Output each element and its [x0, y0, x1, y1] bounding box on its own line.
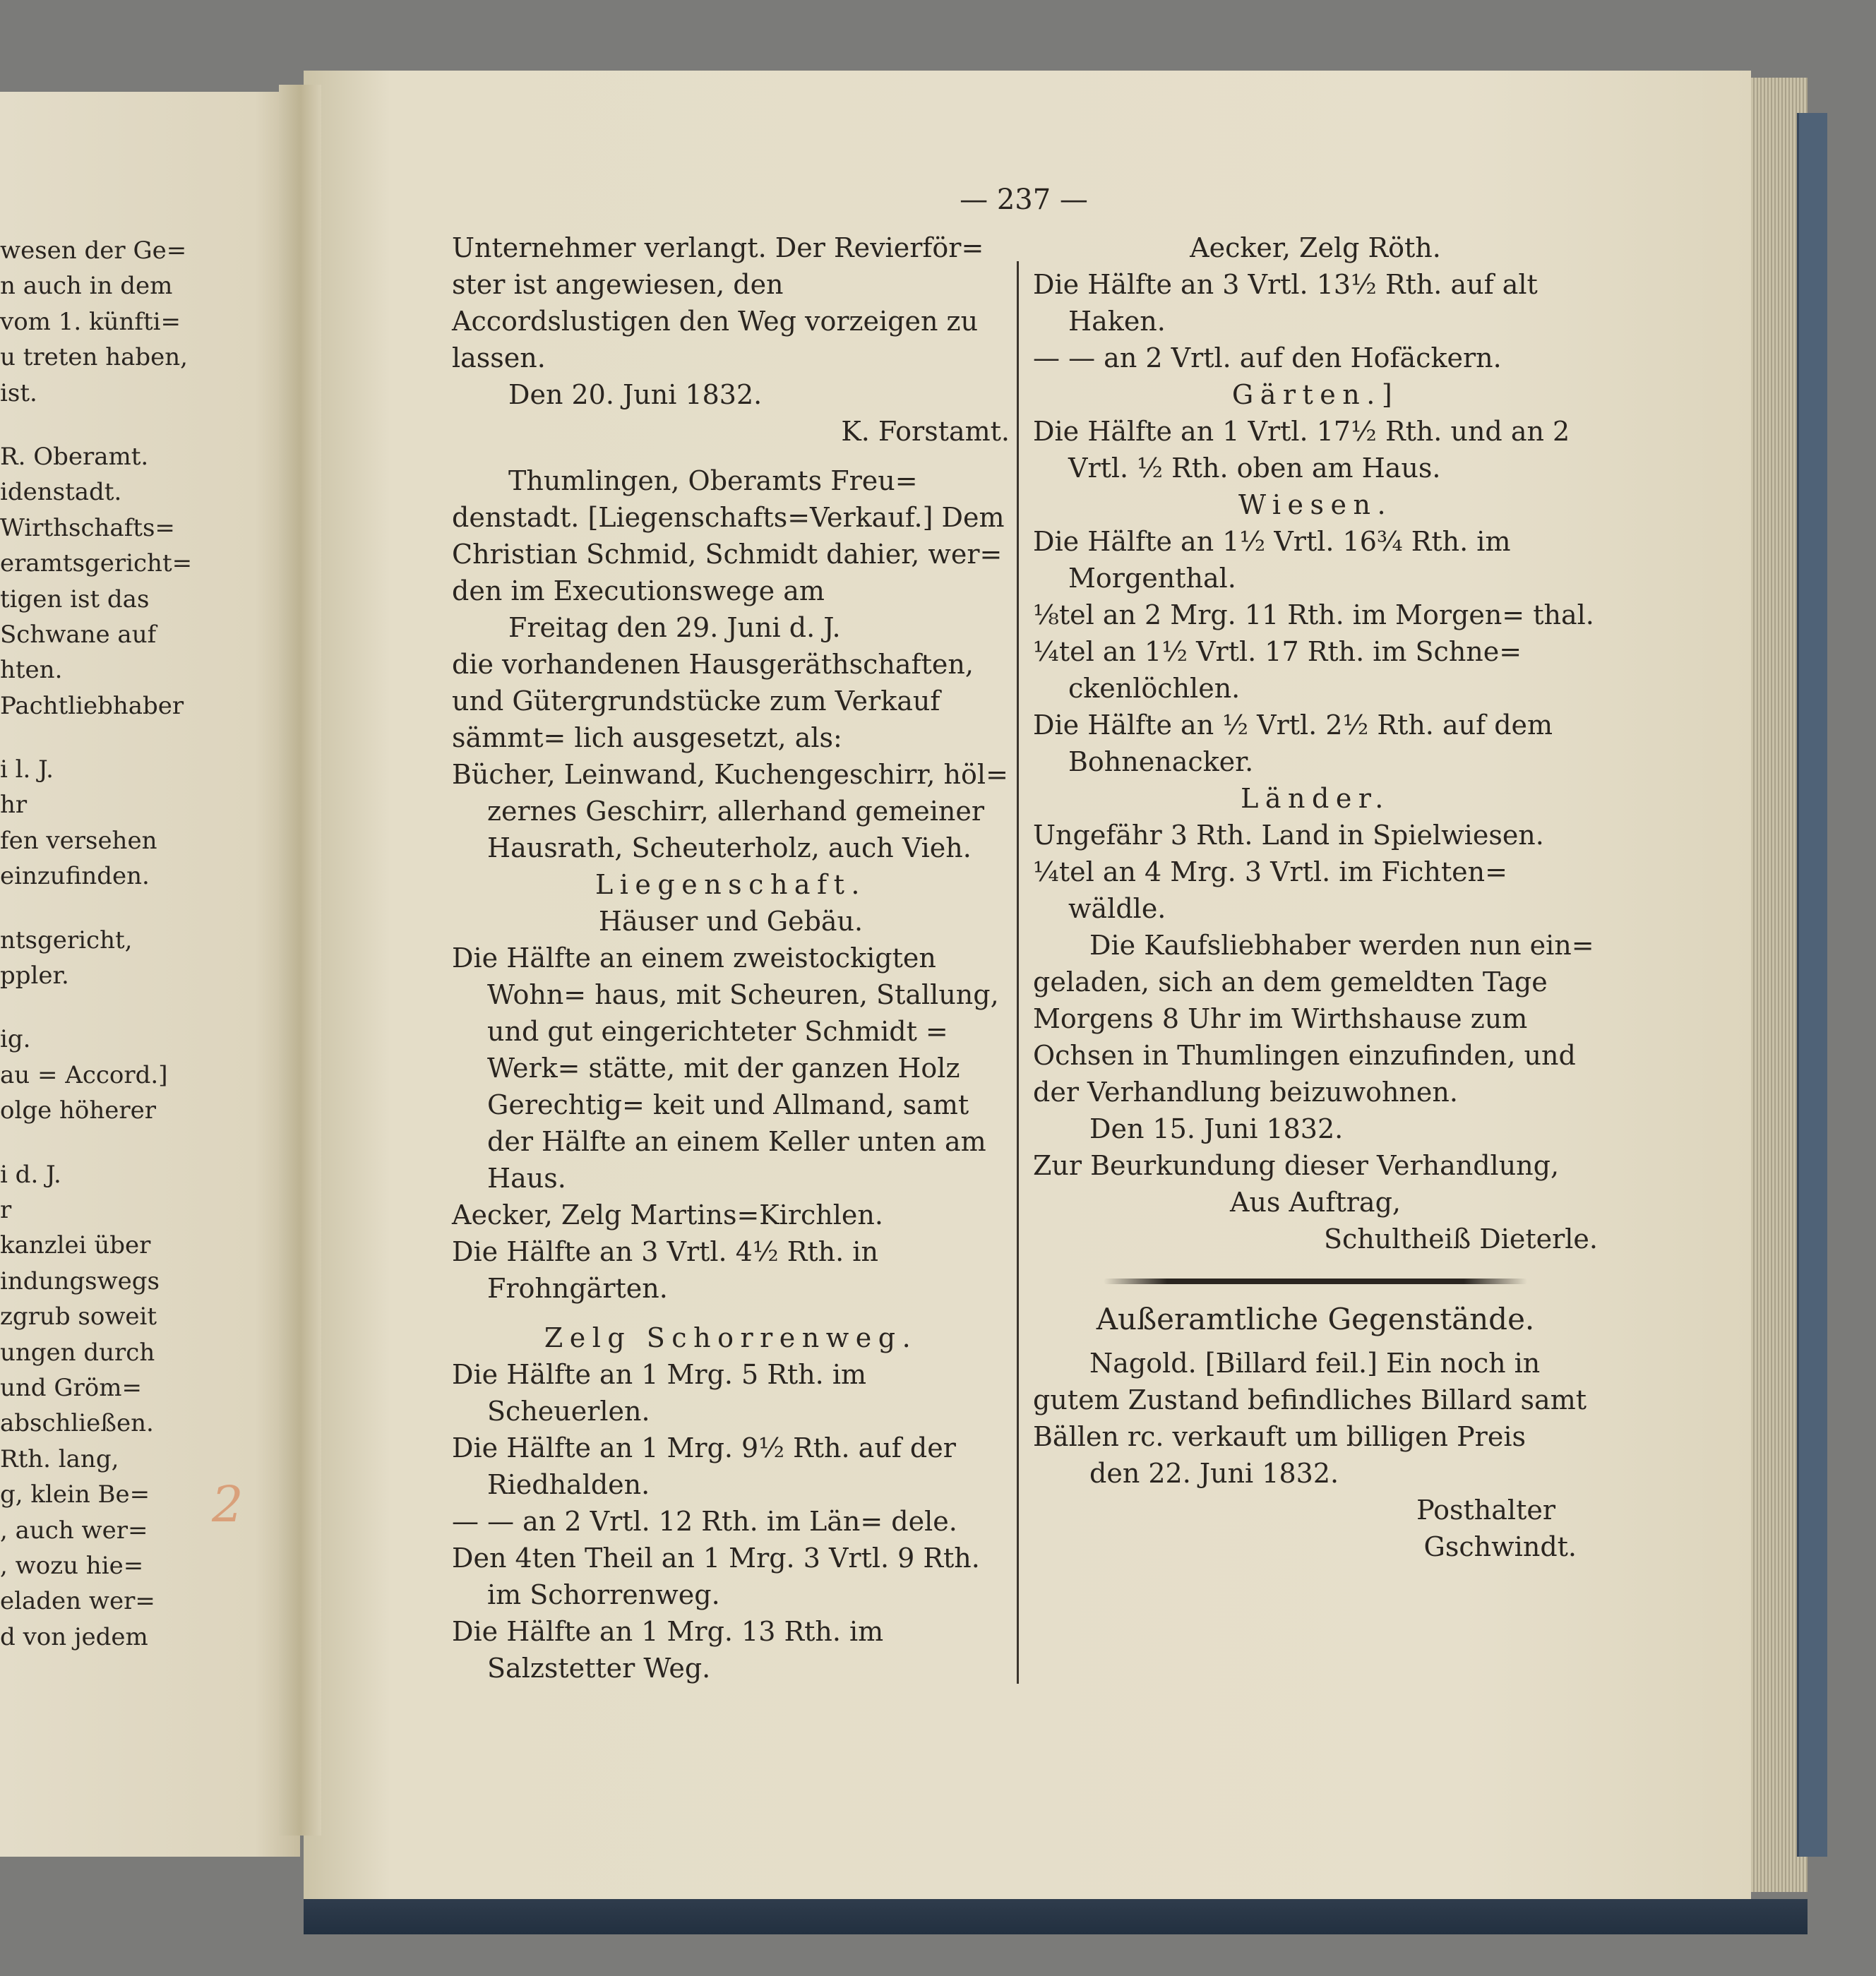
left-page-line: i l. J. [0, 755, 54, 784]
left-page-line: vom 1. künfti= [0, 307, 181, 336]
left-page-line: g, klein Be= [0, 1480, 150, 1509]
invitation-paragraph: Die Kaufsliebhaber werden nun ein= geladen, sich an dem gemeldten Tage Morgens 8 Uhr im Wirthshause zum Ochsen in Thumlingen einzufinden, und der Verhandlung beizuwohnen. [1033, 930, 1594, 1108]
page-number: — 237 — [960, 184, 1088, 216]
field-entry: Die Hälfte an 1 Mrg. 5 Rth. im Scheuerlen. [452, 1359, 867, 1427]
thumlingen-notice: Thumlingen, Oberamts Freu= denstadt. [Liegenschafts=Verkauf.] Dem Christian Schmid, Schmidt dahier, wer= den im Executionswege am [452, 465, 1005, 606]
field-entry: Die Hälfte an 1 Vrtl. 17½ Rth. und an 2 Vrtl. ½ Rth. oben am Haus. [1033, 416, 1570, 484]
left-page-line: ungen durch [0, 1338, 155, 1367]
schultheiss-signature: Schultheiß Dieterle. [1323, 1223, 1598, 1255]
book-cover-bottom [304, 1899, 1808, 1934]
field-entry: ¼tel an 4 Mrg. 3 Vrtl. im Fichten= wäldle. [1033, 856, 1507, 924]
left-page-line [0, 724, 212, 752]
heading-liegenschaft: Liegenschaft. [595, 869, 866, 900]
field-entry: ⅛tel an 2 Mrg. 11 Rth. im Morgen= thal. [1033, 599, 1594, 630]
section-title: Außeramtliche Gegenstände. [1096, 1302, 1535, 1336]
field-entry: — — an 2 Vrtl. 12 Rth. im Län= dele. [452, 1506, 957, 1537]
left-page-line [0, 411, 212, 439]
left-page-line: r [0, 1195, 12, 1224]
left-page-line: au = Accord.] [0, 1060, 168, 1089]
left-page-line: indungswegs [0, 1267, 160, 1295]
left-page-line: zgrub soweit [0, 1303, 157, 1331]
left-page-stamp: 2 [212, 1475, 244, 1533]
intro-paragraph: Unternehmer verlangt. Der Revierför= ster ist angewiesen, den Accordslustigen den Weg vorzeigen zu lassen. [452, 232, 984, 373]
left-page-line: tigen ist das [0, 585, 150, 613]
left-page-line: d von jedem [0, 1622, 148, 1651]
order-line: Aus Auftrag, [1230, 1187, 1401, 1218]
left-page-line: ist. [0, 378, 37, 407]
field-entry: Die Hälfte an 1 Mrg. 13 Rth. im Salzstetter Weg. [452, 1616, 884, 1684]
notice-date: Den 15. Juni 1832. [1089, 1113, 1344, 1144]
nagold-date: den 22. Juni 1832. [1089, 1458, 1339, 1489]
left-page-line: fen versehen [0, 826, 157, 855]
left-page-line: Rth. lang, [0, 1444, 119, 1473]
postmaster-name: Gschwindt. [1423, 1531, 1577, 1562]
field-entry: ¼tel an 1½ Vrtl. 17 Rth. im Schne= ckenlöchlen. [1033, 636, 1522, 704]
field-entry: Die Hälfte an 1½ Vrtl. 16¾ Rth. im Morgenthal. [1033, 526, 1511, 594]
left-page-line: ig. [0, 1025, 31, 1054]
nagold-notice: Nagold. [Billard feil.] Ein noch in gutem Zustand befindliches Billard samt Bällen rc. verkauft um billigen Preis [1033, 1348, 1587, 1452]
sale-date: Freitag den 29. Juni d. J. [508, 612, 841, 643]
left-page-line: , wozu hie= [0, 1551, 144, 1580]
left-page-line: n auch in dem [0, 272, 173, 301]
left-page-line: Schwane auf [0, 620, 157, 649]
left-page-line: idenstadt. [0, 478, 122, 507]
left-page-line: ppler. [0, 962, 69, 990]
column-divider [1017, 261, 1019, 1684]
heading-aecker-roth: Aecker, Zelg Röth. [1190, 232, 1441, 263]
sale-items: Bücher, Leinwand, Kuchengeschirr, höl= zernes Geschirr, allerhand gemeiner Hausrath, Scheuterholz, auch Vieh. [452, 759, 1008, 863]
left-page-line: kanzlei über [0, 1231, 151, 1260]
middle-column [452, 229, 1010, 1687]
sale-description: die vorhandenen Hausgeräthschaften, und Gütergrundstücke zum Verkauf sämmt= lich ausgesetzt, als: [452, 649, 974, 753]
left-page-line: ntsgericht, [0, 926, 133, 954]
left-page-line: R. Oberamt. [0, 442, 149, 471]
heading-laender: Länder. [1241, 783, 1390, 814]
left-page-line [0, 1129, 212, 1157]
heading-wiesen: Wiesen. [1238, 489, 1393, 520]
left-page-line: und Gröm= [0, 1373, 142, 1402]
heading-zelg-schorrenweg: Zelg Schorrenweg. [544, 1322, 918, 1353]
certification-line: Zur Beurkundung dieser Verhandlung, [1033, 1150, 1560, 1181]
left-page-line: hten. [0, 656, 63, 685]
postmaster-title: Posthalter [1416, 1495, 1555, 1526]
field-entry: Den 4ten Theil an 1 Mrg. 3 Vrtl. 9 Rth. im Schorrenweg. [452, 1543, 980, 1610]
forstamt-date: Den 20. Juni 1832. [508, 379, 763, 410]
left-page-line: olge höherer [0, 1096, 157, 1125]
left-page-line [0, 894, 212, 923]
field-entry: Die Hälfte an ½ Vrtl. 2½ Rth. auf dem Bohnenacker. [1033, 709, 1553, 777]
right-column [1033, 229, 1598, 1565]
field-entry: Die Hälfte an 1 Mrg. 9½ Rth. auf der Riedhalden. [452, 1432, 956, 1500]
book-cover-spine [1797, 113, 1827, 1857]
left-page-line: eramtsgericht= [0, 549, 193, 578]
field-entry: Die Hälfte an 3 Vrtl. 13½ Rth. auf alt Haken. [1033, 269, 1538, 337]
left-page-line: Pachtliebhaber [0, 691, 184, 720]
left-page-line: wesen der Ge= [0, 236, 187, 265]
house-entry: Die Hälfte an einem zweistockigten Wohn= haus, mit Scheuren, Stallung, und gut eingerichteter Schmidt = Werk= stätte, mit der ganzen Holz Gerechtig= keit und Allmand, samt der Hälfte an einem Keller unten am Haus. [452, 942, 999, 1194]
field-entry: — — an 2 Vrtl. auf den Hofäckern. [1033, 342, 1502, 373]
left-page-line: u treten haben, [0, 343, 188, 372]
field-entry: Die Hälfte an 3 Vrtl. 4½ Rth. in Frohngärten. [452, 1236, 878, 1304]
heading-haeuser: Häuser und Gebäu. [598, 906, 864, 937]
left-page-line: , auch wer= [0, 1516, 148, 1545]
heading-aecker-martins: Aecker, Zelg Martins=Kirchlen. [452, 1199, 883, 1230]
ornament-divider [1104, 1279, 1527, 1284]
field-entry: Ungefähr 3 Rth. Land in Spielwiesen. [1033, 820, 1544, 851]
book-gutter [279, 85, 321, 1836]
forstamt-signature: K. Forstamt. [841, 416, 1010, 447]
left-page-line: i d. J. [0, 1160, 61, 1189]
left-page-line [0, 993, 212, 1022]
heading-gaerten: Gärten.] [1231, 379, 1399, 410]
left-page-line: Wirthschafts= [0, 513, 175, 542]
left-page-text [0, 233, 212, 1655]
left-page-line: einzufinden. [0, 862, 150, 891]
left-page-line: hr [0, 791, 28, 820]
left-page-line: abschließen. [0, 1409, 154, 1438]
left-page-line: eladen wer= [0, 1587, 155, 1616]
